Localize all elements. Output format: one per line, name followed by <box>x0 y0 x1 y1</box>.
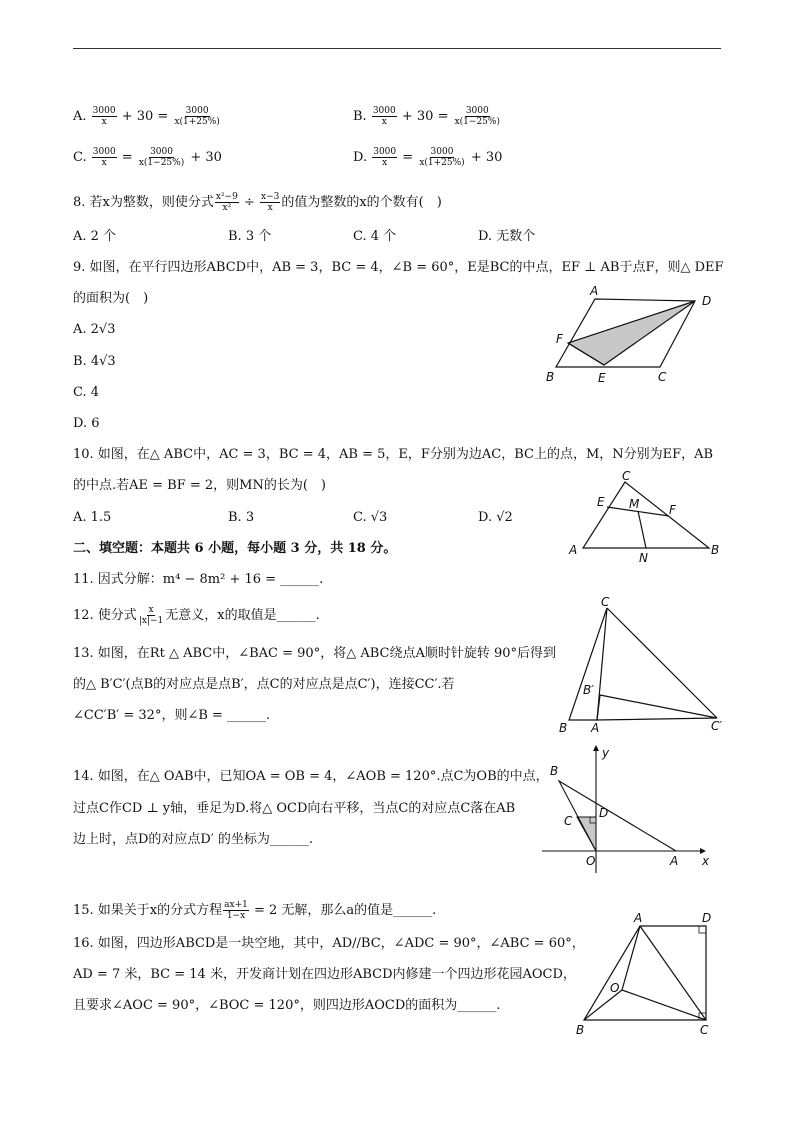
q9-label-d: D <box>702 294 712 308</box>
q14-label-x: x <box>702 854 710 868</box>
q10-label-a: A <box>569 543 578 557</box>
q9-label-e: E <box>598 371 606 385</box>
q9-stem-line1: 9. 如图，在平行四边形ABCD中，AB = 3，BC = 4，∠B = 60°，E是BC的中点，EF ⊥ AB于点F，则△ DEF <box>73 260 724 275</box>
q9-label-c: C <box>658 370 667 384</box>
q7-option-d: D. $\frac{3000}{x}$ = $\frac{3000}{x(1+25\%)}$ + 30 <box>353 147 503 168</box>
section-2-title: 二、填空题：本题共 6 小题，每小题 3 分，共 18 分。 <box>73 541 397 556</box>
q10-label-c: C <box>622 469 631 483</box>
q13-label-c: C <box>601 595 610 609</box>
q10-label-n: N <box>639 551 648 565</box>
q16-quadrilateral-figure <box>570 910 720 1040</box>
q15-stem: 15. 如果关于x的分式方程 $\frac{ax+1}{1-x}$ = 2 无解，那么a的值是______. <box>73 900 437 921</box>
q12-stem: 12. 使分式 $\frac{x}{|x|-1}$ 无意义，x的取值是______. <box>73 605 320 626</box>
q9-option-b: B. 4√3 <box>73 354 116 369</box>
q8-stem: 8. 若x为整数，则使分式 $\frac{\text{x²−9}}{\text{x²}}$ ÷ $\frac{x-3}{x}$ 的值为整数的x的个数有( ) <box>73 192 442 213</box>
q9-label-b: B <box>546 370 555 384</box>
q8-option-a: A. 2 个 <box>73 229 117 244</box>
q10-triangle-figure <box>565 470 725 565</box>
q13-stem-line1: 13. 如图，在Rt △ ABC中，∠BAC = 90°，将△ ABC绕点A顺时针旋转 90°后得到 <box>73 646 557 661</box>
q11-stem: 11. 因式分解：m⁴ − 8m² + 16 = ______. <box>73 572 324 587</box>
q9-stem-line2: 的面积为( ) <box>73 291 149 306</box>
q9-label-a: A <box>590 284 599 298</box>
q7-option-b: B. $\frac{3000}{x}$ + 30 = $\frac{3000}{x(1-25\%)}$ <box>353 106 500 127</box>
q13-rotation-figure <box>555 595 735 738</box>
q16-label-d: D <box>702 911 712 925</box>
q8-option-b: B. 3 个 <box>228 229 272 244</box>
q7-option-c: C. $\frac{3000}{x}$ = $\frac{3000}{x(1-25\%)}$ + 30 <box>73 147 222 168</box>
q10-stem-line1: 10. 如图，在△ ABC中，AC = 3，BC = 4，AB = 5，E，F分别为边AC，BC上的点，M，N分别为EF，AB <box>73 447 714 462</box>
q14-label-b: B <box>550 764 559 778</box>
q16-stem-line3: 且要求∠AOC = 90°，∠BOC = 120°，则四边形AOCD的面积为______. <box>73 998 501 1013</box>
q13-label-a: A <box>591 721 600 735</box>
q14-stem-line3: 边上时，点D的对应点D′ 的坐标为______. <box>73 832 314 847</box>
q16-label-o: O <box>610 981 620 995</box>
q16-right-angle-mark-d <box>699 926 706 933</box>
q10-option-d: D. √2 <box>478 510 513 525</box>
q10-label-e: E <box>597 495 605 509</box>
q13-triangle-abc <box>569 608 607 720</box>
q13-label-c2: C′ <box>711 719 723 733</box>
q13-segment-cc2 <box>607 608 717 718</box>
q7-option-a: A. $\frac{3000}{x}$ + 30 = $\frac{3000}{x(1+25\%)}$ <box>73 106 220 127</box>
q14-label-c: C <box>564 814 573 828</box>
q16-label-b: B <box>576 1023 585 1037</box>
q10-triangle-abc <box>583 482 709 548</box>
q14-triangle-oab <box>559 781 676 851</box>
q9-option-d: D. 6 <box>73 416 100 431</box>
q9-option-c: C. 4 <box>73 385 100 400</box>
q16-segment-oc <box>622 990 706 1020</box>
q9-parallelogram-figure <box>540 285 720 385</box>
q14-label-d: D <box>599 806 609 820</box>
q13-triangle-ab2c2 <box>597 695 717 720</box>
q10-label-m: M <box>629 497 640 511</box>
q10-option-b: B. 3 <box>228 510 255 525</box>
q10-option-a: A. 1.5 <box>73 510 112 525</box>
q16-segment-ac <box>640 926 706 1020</box>
q8-option-d: D. 无数个 <box>478 229 536 244</box>
q13-stem-line2: 的△ B′C′(点B的对应点是点B′，点C的对应点是点C′)，连接CC′.若 <box>73 677 455 692</box>
q13-label-b: B <box>559 721 568 735</box>
q14-label-a: A <box>670 854 679 868</box>
q10-option-c: C. √3 <box>353 510 388 525</box>
q14-y-axis-arrow <box>593 745 599 751</box>
q14-coordinate-figure <box>540 745 720 875</box>
q10-label-b: B <box>711 543 720 557</box>
q10-segment-mn <box>638 511 646 548</box>
q8-option-c: C. 4 个 <box>353 229 397 244</box>
q13-label-b2: B′ <box>583 683 594 697</box>
q16-segment-ao <box>622 926 640 990</box>
q14-stem-line2: 过点C作CD ⊥ y轴，垂足为D.将△ OCD向右平移，当点C的对应点C落在AB <box>73 801 516 816</box>
q16-stem-line1: 16. 如图，四边形ABCD是一块空地，其中，AD//BC，∠ADC = 90°，∠ABC = 60°， <box>73 936 585 951</box>
q9-label-f: F <box>556 332 563 346</box>
q10-label-f: F <box>669 503 676 517</box>
q14-label-o: O <box>586 854 596 868</box>
header-rule <box>73 48 721 49</box>
q16-label-a: A <box>634 911 643 925</box>
q10-stem-line2: 的中点.若AE = BF = 2，则MN的长为( ) <box>73 478 326 493</box>
q9-triangle-def-shaded <box>568 301 695 365</box>
q13-stem-line3: ∠CC′B′ = 32°，则∠B = ______. <box>73 708 271 723</box>
q14-stem-line1: 14. 如图，在△ OAB中，已知OA = OB = 4，∠AOB = 120°.点C为OB的中点， <box>73 769 549 784</box>
q16-label-c: C <box>700 1023 709 1037</box>
q16-stem-line2: AD = 7 米，BC = 14 米，开发商计划在四边形ABCD内修建一个四边形花园AOCD， <box>73 967 576 982</box>
q9-option-a: A. 2√3 <box>73 322 116 337</box>
q14-label-y: y <box>602 746 610 760</box>
